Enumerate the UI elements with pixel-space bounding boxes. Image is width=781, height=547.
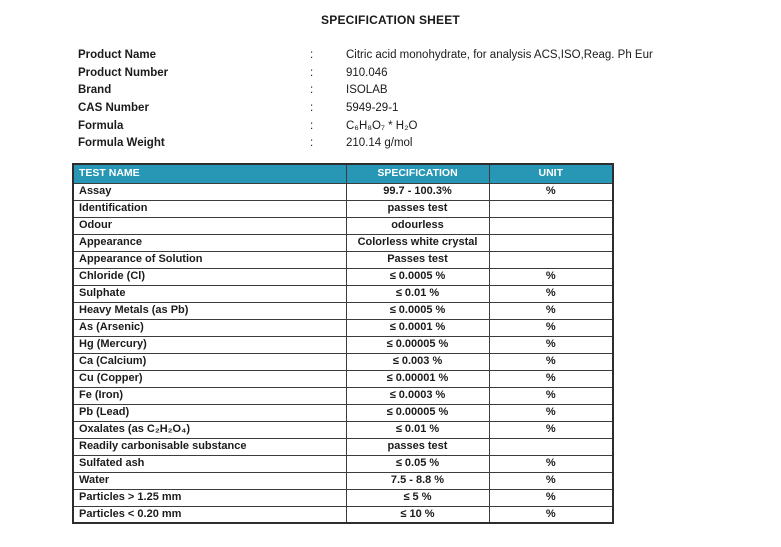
table-row — [73, 234, 613, 251]
test-name-cell: Identification — [73, 200, 346, 217]
test-name-cell: Fe (Iron) — [73, 387, 346, 404]
test-name-cell: Appearance of Solution — [73, 251, 346, 268]
unit-cell: % — [489, 336, 613, 353]
specification-cell: ≤ 0.05 % — [346, 455, 489, 472]
test-name-cell: Hg (Mercury) — [73, 336, 346, 353]
specification-cell: ≤ 0.0005 % — [346, 268, 489, 285]
unit-cell: % — [489, 489, 613, 506]
unit-cell — [489, 438, 613, 455]
specification-cell: ≤ 0.0001 % — [346, 319, 489, 336]
spec-table-head — [73, 164, 613, 183]
table-row — [73, 506, 613, 523]
page-title: SPECIFICATION SHEET — [321, 13, 460, 27]
product-info-separator: : — [310, 102, 314, 115]
specification-cell: odourless — [346, 217, 489, 234]
product-info-section — [78, 47, 678, 153]
product-info-value: Citric acid monohydrate, for analysis ACS,ISO,Reag. Ph Eur — [346, 49, 653, 61]
test-name-cell: Pb (Lead) — [73, 404, 346, 421]
unit-cell: % — [489, 353, 613, 370]
product-info-label: Product Number — [78, 66, 169, 79]
product-info-separator: : — [310, 84, 314, 97]
test-name-cell: Assay — [73, 183, 346, 200]
spec-table-body — [73, 183, 613, 523]
test-name-cell: Water — [73, 472, 346, 489]
product-info-row — [78, 100, 678, 118]
table-row — [73, 336, 613, 353]
unit-cell — [489, 251, 613, 268]
unit-cell: % — [489, 421, 613, 438]
unit-cell — [489, 217, 613, 234]
test-name-cell: Cu (Copper) — [73, 370, 346, 387]
product-info-row — [78, 47, 678, 65]
unit-cell: % — [489, 302, 613, 319]
unit-cell: % — [489, 319, 613, 336]
unit-cell: % — [489, 268, 613, 285]
table-row — [73, 455, 613, 472]
product-info-row — [78, 82, 678, 100]
table-row — [73, 251, 613, 268]
specification-cell: ≤ 0.01 % — [346, 421, 489, 438]
unit-cell: % — [489, 285, 613, 302]
test-name-cell: Sulphate — [73, 285, 346, 302]
product-info-row — [78, 135, 678, 153]
product-info-label: Formula — [78, 119, 124, 132]
product-info-separator: : — [310, 66, 314, 79]
spec-table — [72, 163, 614, 524]
column-header-specification: SPECIFICATION — [346, 164, 489, 183]
table-row — [73, 183, 613, 200]
table-row — [73, 285, 613, 302]
table-header-row — [73, 164, 613, 183]
test-name-cell: Particles < 0.20 mm — [73, 506, 346, 523]
specification-cell: Passes test — [346, 251, 489, 268]
unit-cell — [489, 234, 613, 251]
unit-cell: % — [489, 506, 613, 523]
column-header-test-name: TEST NAME — [73, 164, 346, 183]
specification-cell: ≤ 0.01 % — [346, 285, 489, 302]
test-name-cell: Chloride (Cl) — [73, 268, 346, 285]
table-row — [73, 319, 613, 336]
product-info-row — [78, 65, 678, 83]
test-name-cell: Sulfated ash — [73, 455, 346, 472]
specification-cell: 7.5 - 8.8 % — [346, 472, 489, 489]
table-row — [73, 489, 613, 506]
test-name-cell: Heavy Metals (as Pb) — [73, 302, 346, 319]
unit-cell — [489, 200, 613, 217]
table-row — [73, 472, 613, 489]
table-row — [73, 438, 613, 455]
test-name-cell: Ca (Calcium) — [73, 353, 346, 370]
test-name-cell: Appearance — [73, 234, 346, 251]
specification-cell: passes test — [346, 200, 489, 217]
table-row — [73, 217, 613, 234]
table-row — [73, 268, 613, 285]
specification-cell: ≤ 0.003 % — [346, 353, 489, 370]
specification-cell: ≤ 5 % — [346, 489, 489, 506]
product-info-value: ISOLAB — [346, 84, 388, 97]
product-info-value: 5949-29-1 — [346, 102, 399, 115]
specification-cell: Colorless white crystal — [346, 234, 489, 251]
product-info-value: 210.14 g/mol — [346, 137, 413, 150]
product-info-separator: : — [310, 49, 314, 61]
table-row — [73, 404, 613, 421]
specification-cell: ≤ 0.00001 % — [346, 370, 489, 387]
specification-cell: passes test — [346, 438, 489, 455]
unit-cell: % — [489, 455, 613, 472]
unit-cell: % — [489, 472, 613, 489]
product-info-separator: : — [310, 137, 314, 150]
test-name-cell: Readily carbonisable substance — [73, 438, 346, 455]
product-info-row — [78, 118, 678, 136]
unit-cell: % — [489, 387, 613, 404]
table-row — [73, 353, 613, 370]
column-header-unit: UNIT — [489, 164, 613, 183]
specification-cell: ≤ 0.0003 % — [346, 387, 489, 404]
product-info-label: Product Name — [78, 49, 156, 61]
unit-cell: % — [489, 404, 613, 421]
test-name-cell: As (Arsenic) — [73, 319, 346, 336]
product-info-label: CAS Number — [78, 102, 149, 115]
specification-cell: ≤ 0.0005 % — [346, 302, 489, 319]
product-info-value: 910.046 — [346, 66, 388, 79]
table-row — [73, 200, 613, 217]
table-row — [73, 421, 613, 438]
test-name-cell: Oxalates (as C₂H₂O₄) — [73, 421, 346, 438]
product-info-value: C₆H₈O₇ * H₂O — [346, 119, 418, 132]
table-row — [73, 302, 613, 319]
product-info-label: Brand — [78, 84, 112, 97]
unit-cell: % — [489, 183, 613, 200]
test-name-cell: Odour — [73, 217, 346, 234]
unit-cell: % — [489, 370, 613, 387]
specification-cell: 99.7 - 100.3% — [346, 183, 489, 200]
product-info-label: Formula Weight — [78, 137, 165, 150]
specification-cell: ≤ 0.00005 % — [346, 336, 489, 353]
specification-cell: ≤ 0.00005 % — [346, 404, 489, 421]
test-name-cell: Particles > 1.25 mm — [73, 489, 346, 506]
specification-cell: ≤ 10 % — [346, 506, 489, 523]
table-row — [73, 370, 613, 387]
table-row — [73, 387, 613, 404]
product-info-separator: : — [310, 119, 314, 132]
